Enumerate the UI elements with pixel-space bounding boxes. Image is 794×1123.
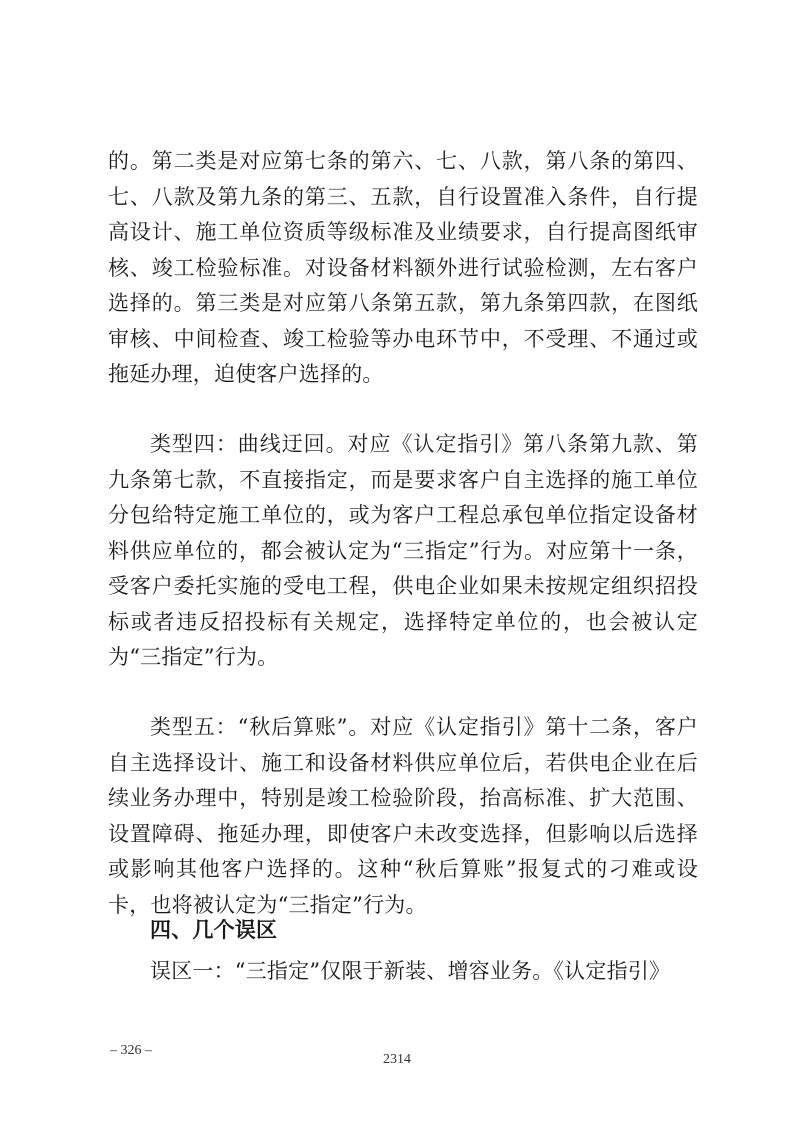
page-number: – 326 – xyxy=(110,1043,152,1058)
section-heading: 四、几个误区 xyxy=(150,918,278,942)
paragraph-misconception-one: 误区一：“三指定”仅限于新装、增容业务。《认定指引》 xyxy=(150,959,671,983)
paragraph-type-five: 类型五：“秋后算账”。对应《认定指引》第十二条，客户自主选择设计、施工和设备材料供应单位后，若供电企业在后续业务办理中，特别是竣工检验阶段，抬高标准、扩大范围、设置障碍、拖延办理，即使客户未改变选择，但影响以后选择或影响其他客户选择的。这种“秋后算账”报复式的刁难或设卡，也将被认定为“三指定”行为。 xyxy=(108,715,698,917)
paragraph-category-types: 的。第二类是对应第七条的第六、七、八款，第八条的第四、七、八款及第九条的第三、五款，自行设置准入条件，自行提高设计、施工单位资质等级标准及业绩要求，自行提高图纸审核、竣工检验标准。对设备材料额外进行试验检测，左右客户选择的。第三类是对应第八条第五款，第九条第四款，在图纸审核、中间检查、竣工检验等办电环节中，不受理、不通过或拖延办理，迫使客户选择的。 xyxy=(108,149,698,386)
paragraph-type-four: 类型四：曲线迂回。对应《认定指引》第八条第九款、第九条第七款，不直接指定，而是要求客户自主选择的施工单位分包给特定施工单位的，或为客户工程总承包单位指定设备材料供应单位的，都会被认定为“三指定”行为。对应第十一条，受客户委托实施的受电工程，供电企业如果未按规定组织招投标或者违反招投标有关规定，选择特定单位的，也会被认定为“三指定”行为。 xyxy=(108,432,698,669)
sequence-number: 2314 xyxy=(383,1052,411,1067)
